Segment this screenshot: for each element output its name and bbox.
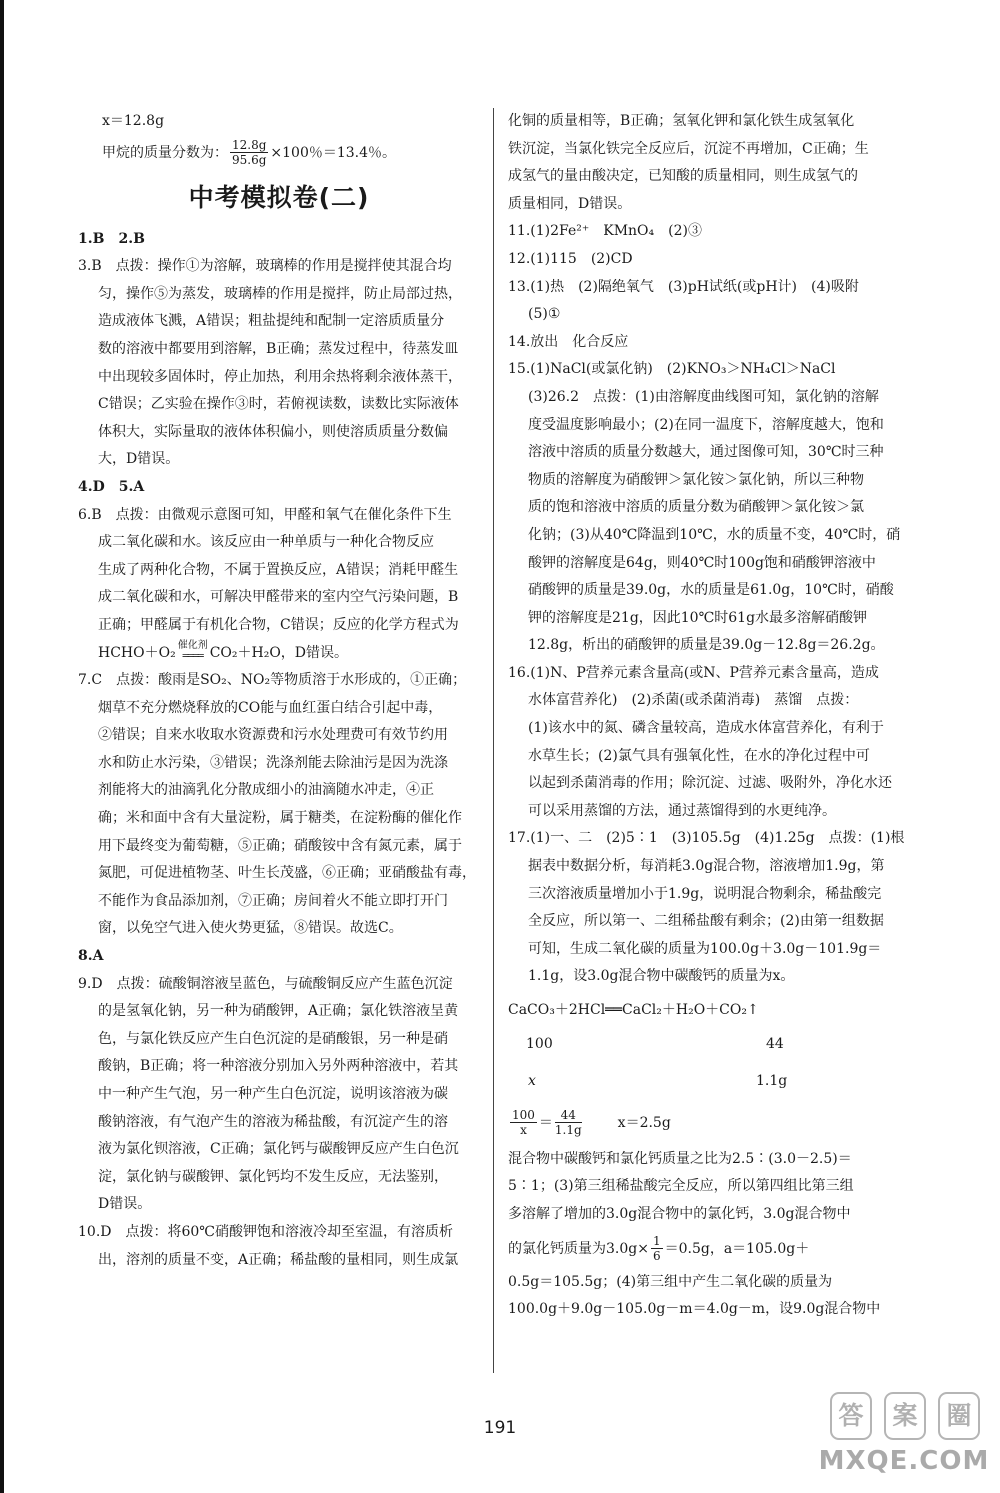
text-line: 三次溶液质量增加小于1.9g，说明混合物剩余，稀盐酸完	[528, 885, 882, 902]
text-line: 成二氧化碳和水。该反应由一种单质与一种化合物反应	[98, 534, 434, 551]
text-line: 水和防止水污染，③错误；洗涤剂能去除油污是因为洗涤	[98, 754, 448, 771]
text-line: 0.5g＝105.5g；(4)第三组中产生二氧化碳的质量为	[508, 1273, 833, 1290]
right-column	[508, 108, 908, 1324]
text-line: 酸钠溶液，有气泡产生的溶液为稀盐酸，有沉淀产生的溶	[98, 1113, 448, 1130]
answer-12: 12.(1)115 (2)CD	[508, 250, 633, 267]
text-line: 7.C 点拨：酸雨是SO₂、NO₂等物质溶于水形成的，①正确；	[78, 672, 467, 689]
text-line: 造成液体飞溅，A错误；粗盐提纯和配制一定溶质质量分	[98, 313, 445, 330]
text-line: 窗，以免空气进入使火势更猛，⑧错误。故选C。	[98, 920, 403, 937]
text-line: 中一种产生气泡，另一种产生白色沉淀，说明该溶液为碳	[98, 1086, 448, 1102]
answer-17-ratio	[508, 1146, 908, 1229]
answer-17	[508, 825, 908, 991]
equation-row-2: x 1.1g	[528, 1073, 788, 1090]
text-line: C错误；乙实验在操作③时，若俯视读数，读数比实际液体	[98, 396, 459, 413]
text-line: 淀，氯化钠与碳酸钾、氯化钙均不发生反应，无法鉴别，	[98, 1168, 448, 1185]
text-line: (3)26.2 点拨：(1)由溶解度曲线图可知，氯化钠的溶解	[528, 388, 879, 405]
answer-11: 11.(1)2Fe²⁺ KMnO₄ (2)③	[508, 223, 702, 240]
text-line: 1.1g，设3.0g混合物中碳酸钙的质量为x。	[528, 968, 795, 985]
text-line: 体积大，实际量取的液体体积偏小，则使溶质质量分数偏	[98, 423, 448, 440]
text-line: 色，与氯化铁反应产生白色沉淀的是硝酸银，另一种是硝	[98, 1030, 448, 1047]
answer-10	[78, 1219, 480, 1274]
answer-line: x＝12.8g	[102, 113, 165, 129]
answer-3	[78, 253, 480, 474]
answer-7	[78, 667, 480, 943]
text-line: 质的饱和溶液中溶质的质量分数为硝酸钾＞氯化铵＞氯	[528, 499, 864, 516]
answer-4-5: 4.D 5.A	[78, 478, 145, 495]
text-line: 5∶1；(3)第三组稀盐酸完全反应，所以第四组比第三组	[508, 1178, 854, 1195]
watermark-logo: 答 案 圈 MXQE.COM	[818, 1392, 990, 1484]
proportion: $\frac{100}{x}$ ＝ $\frac{44}{1.1g}$ x＝2.5g	[512, 1108, 671, 1138]
text-line: 15.(1)NaCl(或氯化钠) (2)KNO₃＞NH₄Cl＞NaCl	[508, 361, 836, 378]
text-line: 可以采用蒸馏的方法，通过蒸馏得到的水更纯净。	[528, 802, 836, 819]
text-line: 100.0g＋9.0g－105.0g－m＝4.0g－m，设9.0g混合物中	[508, 1301, 881, 1318]
text-line: 氮肥，可促进植物茎、叶生长茂盛，⑥正确；亚硝酸盐有毒，	[98, 865, 476, 882]
text-line: D错误。	[98, 1196, 152, 1213]
column-divider	[493, 108, 494, 1373]
text-line: 中出现较多固体时，停止加热，利用余热将剩余液体蒸干，	[98, 368, 462, 385]
text-line: 匀，操作⑤为蒸发，玻璃棒的作用是搅拌，防止局部过热，	[98, 285, 462, 302]
text-line: 钾的溶解度是21g，因此10℃时61g水最多溶解硝酸钾	[528, 609, 868, 626]
calcium-chloride-mass: 的氯化钙质量为3.0g× $\frac{1}{6}$ ＝0.5g，a＝105.0g＋	[508, 1234, 810, 1264]
text-line: 出，溶剂的质量不变，A正确；稀盐酸的量相同，则生成氯	[98, 1251, 459, 1268]
text-line: 全反应，所以第一、二组稀盐酸有剩余；(2)由第一组数据	[528, 913, 884, 930]
text-line: 硝酸钾的质量是39.0g，水的质量是61.0g，10℃时，硝酸	[528, 582, 894, 599]
text-line: 质量相同，D错误。	[508, 195, 632, 212]
text-line: 以起到杀菌消毒的作用；除沉淀、过滤、吸附外，净化水还	[528, 775, 892, 792]
answer-9	[78, 971, 480, 1219]
text-line: 13.(1)热 (2)隔绝氧气 (3)pH试纸(或pH计) (4)吸附	[508, 278, 859, 295]
text-line: 酸钾的溶解度是64g，则40℃时100g饱和硝酸钾溶液中	[528, 554, 876, 571]
text-line: 12.8g，析出的硝酸钾的质量是39.0g－12.8g＝26.2g。	[528, 637, 885, 654]
mass-fraction-line: 甲烷的质量分数为： $\frac{12.8g}{95.6g}$ ×100％＝13.4％。	[102, 138, 397, 168]
text-line: 多溶解了增加的3.0g混合物中的氯化钙，3.0g混合物中	[508, 1205, 851, 1222]
text-line: 剂能将大的油滴乳化分散成细小的油滴随水冲走，④正	[98, 782, 434, 799]
answer-8: 8.A	[78, 948, 104, 965]
text-line: 16.(1)N、P营养元素含量高(或N、P营养元素含量高，造成	[508, 664, 879, 681]
text-line: 烟草不充分燃烧释放的CO能与血红蛋白结合引起中毒，	[98, 699, 443, 716]
text-line: 混合物中碳酸钙和氯化钙质量之比为2.5∶(3.0－2.5)＝	[508, 1150, 852, 1167]
text-line: 化钠；(3)从40℃降温到10℃，水的质量不变，40℃时，硝	[528, 526, 901, 543]
text-line: 成氢气的量由酸决定，已知酸的质量相同，则生成氢气的	[508, 168, 858, 185]
answer-15	[508, 356, 908, 660]
text-line: 成二氧化碳和水，可解决甲醛带来的室内空气污染问题，B	[98, 589, 459, 606]
text-line: 生成了两种化合物，不属于置换反应，A错误；消耗甲醛生	[98, 561, 459, 578]
section-title: 中考模拟卷(二)	[188, 182, 370, 212]
answer-10-continued	[508, 108, 908, 218]
text-line: 6.B 点拨：由微观示意图可知，甲醛和氧气在催化条件下生	[78, 506, 452, 523]
equation-main: CaCO₃＋2HCl══CaCl₂＋H₂O＋CO₂↑	[508, 1002, 759, 1018]
text-line: 17.(1)一、二 (2)5∶1 (3)105.5g (4)1.25g 点拨：(1)根	[508, 830, 905, 847]
text-line: 可知，生成二氧化碳的质量为100.0g＋3.0g－101.9g＝	[528, 940, 882, 957]
text-line: 确；米和面中含有大量淀粉，属于糖类，在淀粉酶的催化作	[98, 810, 462, 827]
text-line: 铁沉淀，当氯化铁完全反应后，沉淀不再增加，C正确；生	[508, 140, 869, 157]
answer-16	[508, 660, 908, 826]
answer-13	[508, 274, 908, 329]
text-line: 9.D 点拨：硫酸铜溶液呈蓝色，与硫酸铜反应产生蓝色沉淀	[78, 975, 453, 992]
text-line: 的是氢氧化钠，另一种为硝酸钾，A正确；氯化铁溶液呈黄	[98, 1003, 459, 1020]
text-line: 不能作为食品添加剂，⑦正确；房间着火不能立即打开门	[98, 892, 448, 909]
text-line: 数的溶液中都要用到溶解，B正确；蒸发过程中，待蒸发皿	[98, 340, 459, 357]
page-edge	[0, 0, 4, 1493]
text-line: 溶液中溶质的质量分数越大，通过图像可知，30℃时三种	[528, 444, 884, 461]
page-number: 191	[483, 1418, 517, 1438]
text-line: (5)①	[528, 306, 561, 323]
chemical-equation: HCHO＋O₂ 催化剂 ════ CO₂＋H₂O，D错误。	[98, 639, 349, 662]
text-line: 水体富营养化) (2)杀菌(或杀菌消毒) 蒸馏 点拨：	[528, 692, 859, 709]
text-line: 3.B 点拨：操作①为溶解，玻璃棒的作用是搅拌使其混合均	[78, 258, 452, 275]
text-line: 酸钠，B正确；将一种溶液分别加入另外两种溶液中，若其	[98, 1058, 459, 1075]
answer-6	[78, 502, 480, 640]
text-line: 用下最终变为葡萄糖，⑤正确；硝酸铵中含有氮元素，属于	[98, 837, 462, 854]
text-line: 10.D 点拨：将60℃硝酸钾饱和溶液冷却至室温，有溶质析	[78, 1223, 453, 1240]
text-line: 水草生长；(2)氯气具有强氧化性，在水的净化过程中可	[528, 747, 870, 764]
text-line: 据表中数据分析，每消耗3.0g混合物，溶液增加1.9g，第	[528, 858, 885, 875]
answer-17-end	[508, 1269, 908, 1324]
text-line: 物质的溶解度为硝酸钾＞氯化铵＞氯化钠，所以三种物	[528, 471, 864, 488]
text-line: 度受温度影响最小；(2)在同一温度下，溶解度越大，饱和	[528, 416, 884, 433]
left-column	[78, 108, 480, 1274]
text-line: 正确；甲醛属于有机化合物，C错误；反应的化学方程式为	[98, 616, 459, 633]
text-line: 液为氯化钡溶液，C正确；氯化钙与碳酸钾反应产生白色沉	[98, 1141, 459, 1158]
answer-14: 14.放出 化合反应	[508, 333, 629, 350]
equation-row-1: 100 44	[526, 1035, 784, 1052]
text-line: ②错误；自来水收取水资源费和污水处理费可有效节约用	[98, 727, 448, 744]
text-line: 化铜的质量相等，B正确；氢氧化钾和氯化铁生成氢氧化	[508, 113, 855, 129]
answer-1-2: 1.B 2.B	[78, 230, 145, 247]
text-line: 大，D错误。	[98, 451, 180, 468]
fraction: $\frac{12.8g}{95.6g}$	[232, 138, 267, 168]
text-line: (1)该水中的氮、磷含量较高，造成水体富营养化，有利于	[528, 720, 884, 737]
